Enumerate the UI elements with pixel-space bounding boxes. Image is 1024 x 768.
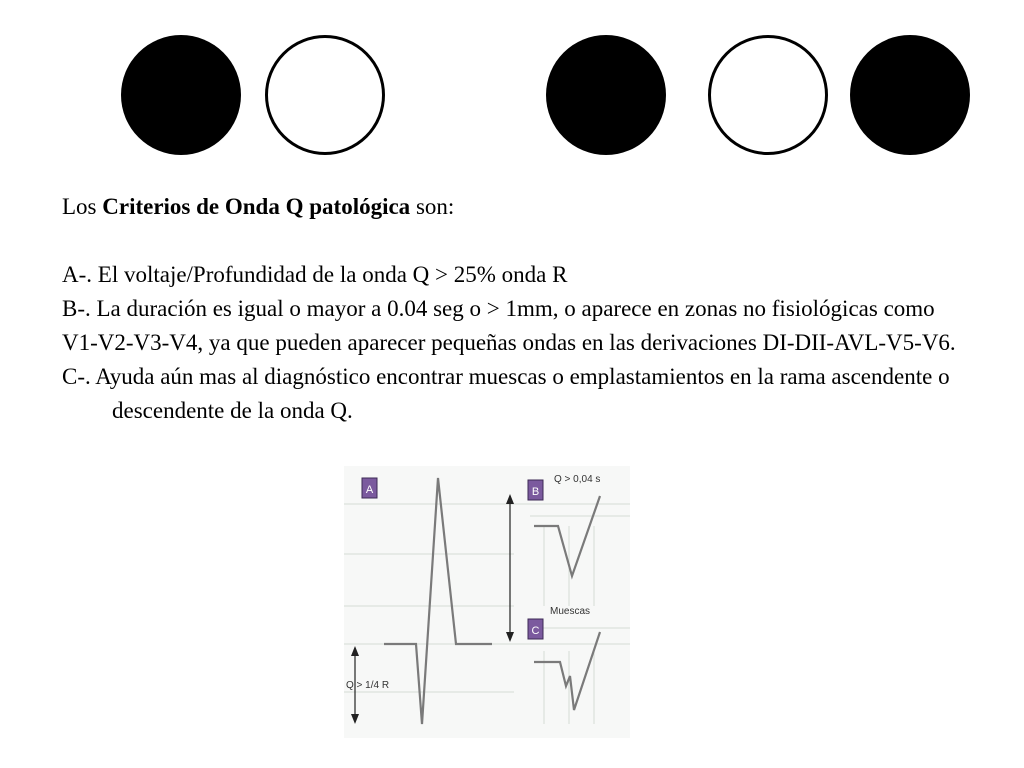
decorative-filled-circle — [850, 35, 970, 155]
decorative-filled-circle — [546, 35, 666, 155]
label-a-text: A — [365, 484, 374, 496]
decorative-hollow-circle — [265, 35, 385, 155]
ecg-diagram — [344, 466, 630, 738]
intro-suffix: son: — [410, 194, 455, 219]
intro-prefix: Los — [62, 194, 103, 219]
ecg-q-wave-figure — [344, 466, 630, 738]
criterion-b: B-. La duración es igual o mayor a 0.04 seg o > 1mm, o aparece en zonas no fisiológicas como V1-V2-V3-V4, ya que pueden aparecer pequeñas ondas en las derivaciones DI-DII-AVL-V5-V6. — [62, 296, 956, 355]
criterion-c: C-. Ayuda aún mas al diagnóstico encontrar muescas o emplastamientos en la rama ascendente o descendente de la onda Q. — [62, 364, 950, 423]
label-c-text: C — [531, 625, 540, 637]
decorative-hollow-circle — [708, 35, 828, 155]
q-amplitude-caption: Q > 1/4 R — [346, 680, 390, 691]
q-duration-caption: Q > 0,04 s — [554, 474, 601, 485]
muescas-caption: Muescas — [550, 606, 591, 617]
intro-sentence — [62, 190, 967, 224]
criteria-list — [62, 258, 967, 428]
criterion-a: A-. El voltaje/Profundidad de la onda Q > 25% onda R — [62, 262, 568, 287]
label-b-text: B — [531, 486, 540, 498]
figure-background — [344, 466, 630, 738]
decorative-filled-circle — [121, 35, 241, 155]
intro-bold-title: Criterios de Onda Q patológica — [102, 194, 411, 219]
